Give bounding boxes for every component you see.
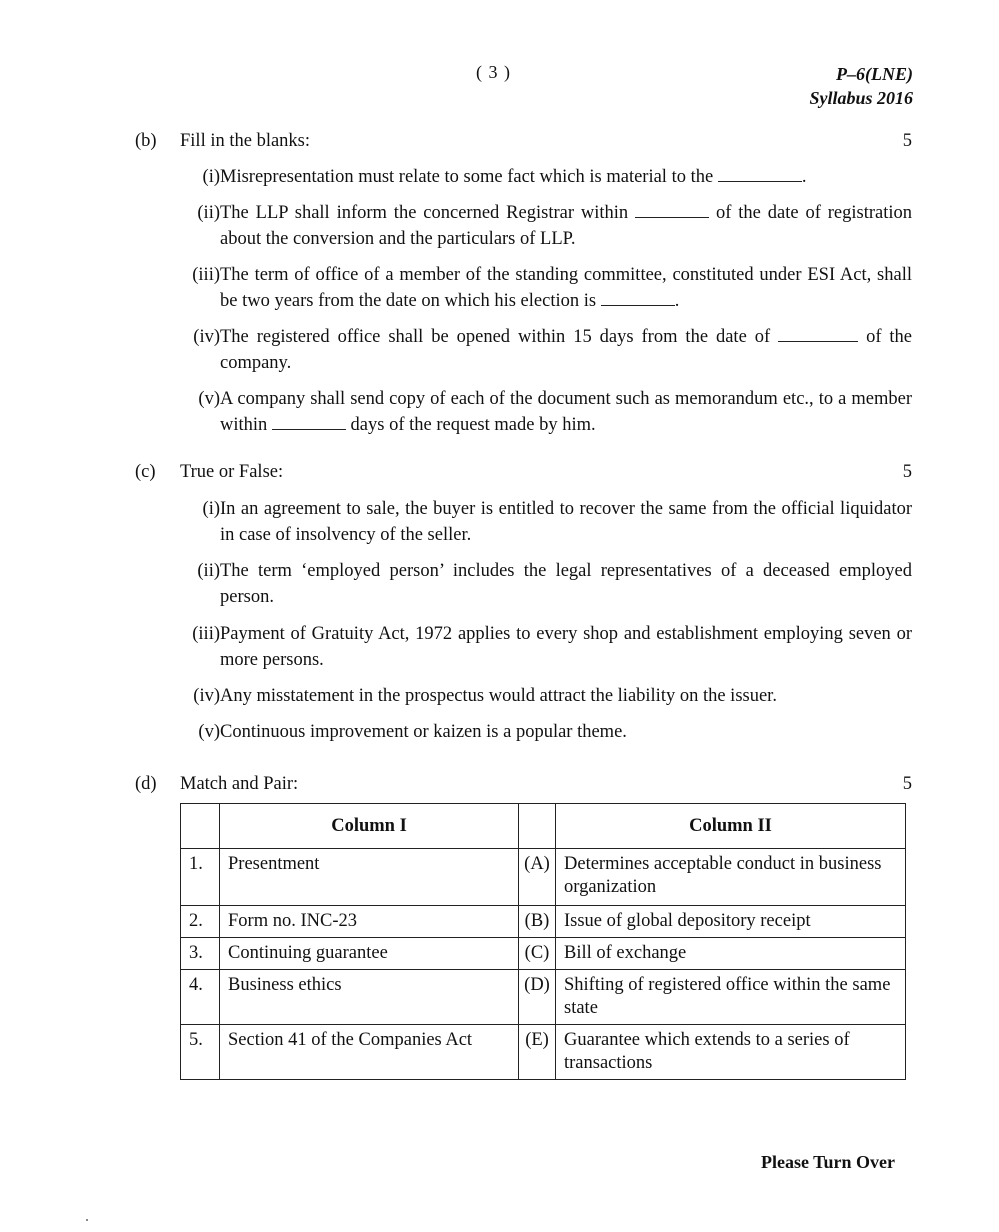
row-number: 3. [181, 938, 220, 970]
section-title: True or False: [180, 462, 284, 482]
section-heading [135, 771, 912, 797]
column-1-cell: Presentment [220, 849, 519, 906]
question-item [180, 164, 912, 190]
column-1-cell: Form no. INC-23 [220, 906, 519, 938]
column-2-cell: Guarantee which extends to a series of transactions [556, 1025, 906, 1080]
row-number: 5. [181, 1025, 220, 1080]
column-2-cell: Issue of global depository receipt [556, 906, 906, 938]
item-text: The registered office shall be opened within 15 days from the date of of the company. [220, 327, 913, 373]
answer-blank [778, 327, 858, 342]
section-b-fill-in-the-blanks [135, 128, 912, 448]
question-item [180, 324, 912, 376]
row-letter: (D) [519, 970, 556, 1025]
item-text: The LLP shall inform the concerned Registrar within of the date of registration about the conversion and the particulars of LLP. [220, 203, 912, 249]
section-label: (b) [135, 131, 157, 151]
question-item [180, 496, 912, 548]
page-number: ( 3 ) [476, 62, 511, 82]
item-number: (i) [202, 167, 220, 187]
question-item [180, 558, 912, 610]
table-row [181, 906, 906, 938]
section-c-true-or-false [135, 459, 912, 749]
table-row [181, 970, 906, 1025]
section-heading [135, 459, 912, 485]
row-letter: (E) [519, 1025, 556, 1080]
table-header-row [181, 804, 906, 849]
section-d-match-and-pair [135, 771, 912, 801]
answer-blank [718, 167, 802, 182]
item-number: (i) [202, 499, 220, 519]
section-label: (d) [135, 774, 157, 794]
section-marks: 5 [902, 774, 912, 794]
row-number: 2. [181, 906, 220, 938]
match-table [180, 803, 906, 1080]
scan-artifact-dot [86, 1219, 88, 1221]
item-number: (iv) [193, 686, 220, 706]
item-text: The term of office of a member of the standing committee, constituted under ESI Act, shall be two years from the date on which his election is . [220, 265, 912, 311]
column-2-cell: Bill of exchange [556, 938, 906, 970]
item-number: (ii) [197, 561, 220, 581]
syllabus-year: Syllabus 2016 [809, 88, 913, 108]
item-text: Payment of Gratuity Act, 1972 applies to every shop and establishment employing seven or more persons. [220, 624, 912, 670]
section-title: Fill in the blanks: [180, 131, 311, 151]
header-letter [519, 804, 556, 849]
item-text: Continuous improvement or kaizen is a popular theme. [220, 722, 627, 742]
question-item [180, 719, 912, 745]
header-column-1: Column I [220, 804, 519, 849]
please-turn-over: Please Turn Over [761, 1152, 895, 1172]
answer-blank [272, 415, 346, 430]
item-text: Any misstatement in the prospectus would attract the liability on the issuer. [220, 686, 777, 706]
item-number: (ii) [197, 203, 220, 223]
question-item [180, 683, 912, 709]
section-title: Match and Pair: [180, 774, 299, 794]
section-marks: 5 [902, 131, 912, 151]
item-number: (v) [198, 389, 220, 409]
item-number: (iii) [192, 265, 220, 285]
item-text: In an agreement to sale, the buyer is entitled to recover the same from the official liquidator in case of insolvency of the seller. [220, 499, 912, 545]
column-2-cell: Determines acceptable conduct in business organization [556, 849, 906, 906]
answer-blank [601, 291, 675, 306]
column-1-cell: Section 41 of the Companies Act [220, 1025, 519, 1080]
item-text: The term ‘employed person’ includes the legal representatives of a deceased employed person. [220, 561, 912, 607]
row-number: 4. [181, 970, 220, 1025]
row-letter: (C) [519, 938, 556, 970]
item-text: Misrepresentation must relate to some fact which is material to the . [220, 167, 807, 187]
column-1-cell: Business ethics [220, 970, 519, 1025]
header-num [181, 804, 220, 849]
section-label: (c) [135, 462, 156, 482]
table-row [181, 1025, 906, 1080]
paper-header [809, 62, 913, 110]
row-number: 1. [181, 849, 220, 906]
section-heading [135, 128, 912, 154]
paper-code: P–6(LNE) [836, 64, 913, 84]
table-row [181, 938, 906, 970]
section-marks: 5 [902, 462, 912, 482]
question-item [180, 200, 912, 252]
answer-blank [635, 203, 709, 218]
item-number: (iii) [192, 624, 220, 644]
question-item [180, 262, 912, 314]
table-row [181, 849, 906, 906]
item-text: A company shall send copy of each of the document such as memorandum etc., to a member within days of the request made by him. [220, 389, 912, 435]
header-column-2: Column II [556, 804, 906, 849]
item-number: (v) [198, 722, 220, 742]
row-letter: (A) [519, 849, 556, 906]
column-2-cell: Shifting of registered office within the same state [556, 970, 906, 1025]
column-1-cell: Continuing guarantee [220, 938, 519, 970]
item-number: (iv) [193, 327, 220, 347]
question-item [180, 621, 912, 673]
question-item [180, 386, 912, 438]
row-letter: (B) [519, 906, 556, 938]
